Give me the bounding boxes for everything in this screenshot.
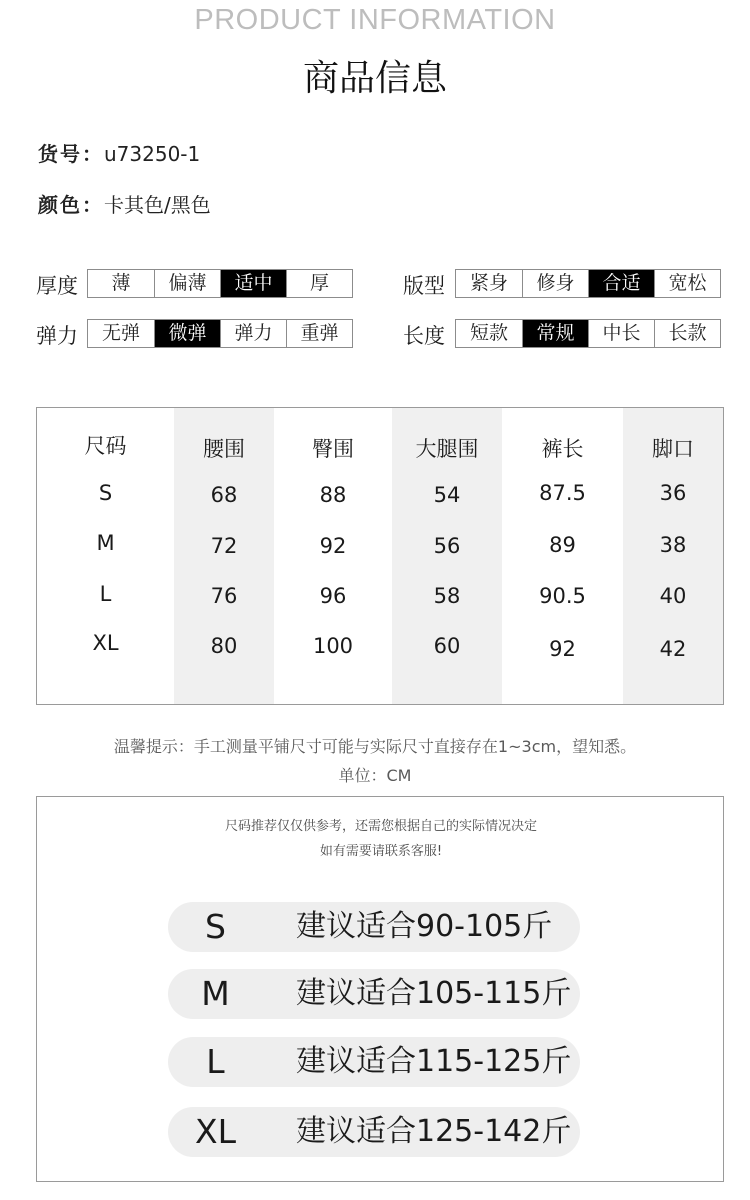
table-cell: 68 <box>210 483 238 507</box>
table-cell: 56 <box>433 534 461 558</box>
recommend-note-line2: 如有需要请联系客服! <box>319 844 443 859</box>
table-cell: 89 <box>549 533 576 557</box>
table-cell: 90.5 <box>539 584 586 608</box>
table-cell: 88 <box>319 483 347 507</box>
item-number-value: u73250-1 <box>104 142 201 166</box>
length-option-0: 短款 <box>469 322 508 344</box>
table-header-size: 尺码 <box>84 434 127 458</box>
thickness-option-3: 厚 <box>286 270 352 297</box>
fit-option-3: 宽松 <box>654 270 720 297</box>
color-row <box>38 189 211 218</box>
table-cell: 42 <box>659 637 687 661</box>
recommend-size: XL <box>195 1112 236 1151</box>
hip-column <box>274 408 392 704</box>
fit-options <box>455 269 721 298</box>
recommend-note-line1: 尺码推荐仅仅供参考，还需您根据自己的实际情况决定 <box>224 819 537 834</box>
length-option-1-selected: 常规 <box>522 320 588 347</box>
waist-column <box>174 408 274 704</box>
table-cell: 72 <box>210 534 238 558</box>
elasticity-options <box>87 319 353 348</box>
table-cell: 80 <box>210 634 238 658</box>
recommend-text: 建议适合105-115斤 <box>296 976 572 1011</box>
fit-option-2-selected: 合适 <box>588 270 654 297</box>
table-cell: 38 <box>659 533 687 557</box>
thickness-label: 厚度 <box>36 274 78 298</box>
recommend-size: S <box>205 907 226 946</box>
item-number-row <box>38 138 200 167</box>
length-option-3: 长款 <box>654 320 720 347</box>
recommend-text: 建议适合125-142斤 <box>296 1114 572 1149</box>
measurement-tip: 温馨提示：手工测量平铺尺寸可能与实际尺寸直接存在1~3cm，望知悉。 <box>113 737 637 756</box>
elasticity-label: 弹力 <box>36 324 78 348</box>
table-cell: 92 <box>319 534 347 558</box>
elasticity-option-0: 无弹 <box>101 322 140 344</box>
recommend-text: 建议适合90-105斤 <box>296 909 553 944</box>
recommend-item <box>168 1107 580 1157</box>
recommend-size: L <box>206 1042 225 1081</box>
table-cell: L <box>99 582 112 606</box>
table-cell: 60 <box>433 634 461 658</box>
size-recommendation <box>36 796 724 1182</box>
table-cell: 58 <box>433 584 461 608</box>
table-cell: 40 <box>659 584 687 608</box>
recommend-item <box>168 969 580 1019</box>
item-number-label: 货号： <box>38 142 104 166</box>
thickness-options <box>87 269 353 298</box>
english-title: PRODUCT INFORMATION <box>194 4 556 36</box>
table-cell: 96 <box>319 584 347 608</box>
recommend-item <box>168 902 580 952</box>
table-header-thigh: 大腿围 <box>415 437 479 461</box>
thickness-option-0: 薄 <box>111 272 131 294</box>
table-header-hip: 臀围 <box>312 437 354 461</box>
table-header-waist: 腰围 <box>203 437 245 461</box>
recommend-size: M <box>201 974 230 1013</box>
page-title: 商品信息 <box>302 58 447 99</box>
unit-note: 单位：CM <box>338 766 412 785</box>
table-cell: XL <box>92 631 119 655</box>
recommend-text: 建议适合115-125斤 <box>296 1044 572 1079</box>
table-header-hem: 脚口 <box>652 437 694 461</box>
table-cell: S <box>98 481 113 505</box>
fit-option-1: 修身 <box>522 270 588 297</box>
table-cell: 100 <box>312 634 354 658</box>
table-header-length: 裤长 <box>541 437 584 461</box>
elasticity-option-3: 重弹 <box>286 320 352 347</box>
color-label: 颜色： <box>38 193 104 217</box>
fit-option-0: 紧身 <box>469 272 508 294</box>
table-cell: 54 <box>433 483 461 507</box>
color-value: 卡其色/黑色 <box>104 193 211 217</box>
length-label: 长度 <box>403 324 445 348</box>
length-column <box>502 408 623 704</box>
hem-column <box>623 408 723 704</box>
fit-label: 版型 <box>403 274 445 298</box>
table-cell: 76 <box>210 584 238 608</box>
recommend-item <box>168 1037 580 1087</box>
size-table <box>36 407 724 705</box>
table-cell: M <box>96 531 115 555</box>
length-options <box>455 319 721 348</box>
table-cell: 92 <box>549 637 576 661</box>
length-option-2: 中长 <box>588 320 654 347</box>
thickness-option-1: 偏薄 <box>154 270 220 297</box>
table-cell: 36 <box>659 481 687 505</box>
table-cell: 87.5 <box>539 481 586 505</box>
size-column <box>37 408 174 704</box>
elasticity-option-2: 弹力 <box>220 320 286 347</box>
elasticity-option-1-selected: 微弹 <box>154 320 220 347</box>
thickness-option-2-selected: 适中 <box>220 270 286 297</box>
thigh-column <box>392 408 502 704</box>
